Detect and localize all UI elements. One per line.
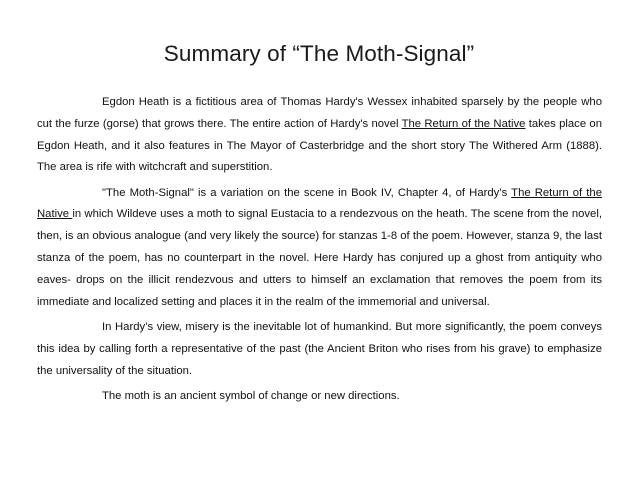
page-title: Summary of “The Moth-Signal” xyxy=(163,41,475,66)
paragraph-text: Egdon Heath is a fictitious area of Thomas Hardy's Wessex inhabited sparsely by the people who cut the furze (gorse) that grows there. The entire action of Hardy's novel xyxy=(37,96,602,130)
novel-title-link[interactable]: The Return of the Native xyxy=(37,186,602,221)
paragraph-moth-signal xyxy=(37,183,602,314)
paragraph-text: In Hardy’s view, misery is the inevitable lot of humankind. But more significantly, the poem conveys this idea by calling forth a representative of the past (the Ancient Briton who rises from his grave) to emphasize the universality of the situation. xyxy=(37,320,602,377)
paragraph-moth-symbol xyxy=(37,386,602,408)
paragraph-text: in which Wildeve uses a moth to signal Eustacia to a rendezvous on the heath. The scene from the novel, then, is an obvious analogue (and very likely the source) for stanzas 1-8 of the poem. However, stanza 9, the last stanza of the poem, has no counterpart in the novel. Here Hardy has conjured up a ghost from antiquity who eaves- drops on the illicit rendezvous and utters to himself an exclamation that removes the poem from its immediate and localized setting and places it in the realm of the immemorial and universal. xyxy=(37,208,602,308)
paragraph-misery xyxy=(37,317,602,382)
paragraph-text: The moth is an ancient symbol of change or new directions. xyxy=(102,389,400,402)
paragraph-text: "The Moth-Signal" is a variation on the scene in Book IV, Chapter 4, of Hardy’s xyxy=(102,186,512,199)
paragraph-egdon-heath xyxy=(37,92,602,179)
body-text xyxy=(37,92,602,411)
paragraph-text: takes place on Egdon Heath, and it also features in The Mayor of Casterbridge and the short story The Withered Arm (1888). The area is rife with witchcraft and superstition. xyxy=(37,117,602,174)
novel-title-link[interactable]: The Return of the Native xyxy=(401,117,526,130)
